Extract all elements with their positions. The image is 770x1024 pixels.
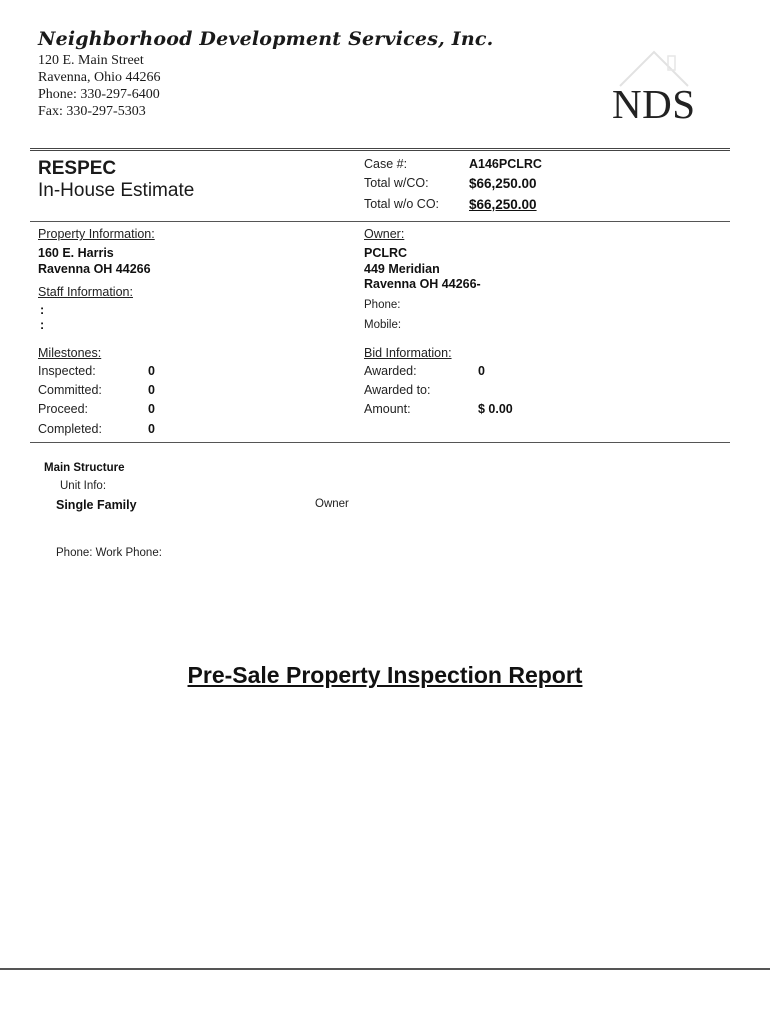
company-address-line1: 120 E. Main Street bbox=[38, 53, 144, 68]
milestone-proceed-label: Proceed: bbox=[38, 402, 89, 416]
milestone-committed-label: Committed: bbox=[38, 383, 102, 397]
milestone-proceed-value: 0 bbox=[148, 402, 155, 416]
company-phone: Phone: 330-297-6400 bbox=[38, 87, 160, 102]
title-divider bbox=[30, 221, 730, 222]
bid-awarded-value: 0 bbox=[478, 364, 485, 378]
estimate-title-line2: In-House Estimate bbox=[38, 180, 195, 201]
property-info-heading: Property Information: bbox=[38, 227, 155, 241]
company-address-line2: Ravenna, Ohio 44266 bbox=[38, 70, 161, 85]
staff-line-1: : bbox=[40, 303, 45, 317]
total-without-co-label: Total w/o CO: bbox=[364, 197, 440, 211]
structure-phone-line: Phone: Work Phone: bbox=[56, 547, 162, 559]
milestone-completed-value: 0 bbox=[148, 422, 155, 436]
info-divider bbox=[30, 442, 730, 443]
milestone-inspected-label: Inspected: bbox=[38, 364, 96, 378]
unit-info-label: Unit Info: bbox=[60, 480, 107, 492]
bid-amount-label: Amount: bbox=[364, 402, 411, 416]
header-divider bbox=[30, 148, 730, 151]
case-number-value: A146PCLRC bbox=[469, 157, 542, 171]
total-with-co-label: Total w/CO: bbox=[364, 176, 429, 190]
footer-divider bbox=[0, 968, 770, 970]
owner-phone-label: Phone: bbox=[364, 299, 401, 311]
total-with-co-value: $66,250.00 bbox=[469, 176, 537, 191]
owner-name: PCLRC bbox=[364, 246, 408, 260]
bid-awarded-label: Awarded: bbox=[364, 364, 417, 378]
case-number-label: Case #: bbox=[364, 157, 408, 171]
bid-info-heading: Bid Information: bbox=[364, 346, 452, 360]
logo-text: NDS bbox=[612, 81, 696, 127]
company-fax: Fax: 330-297-5303 bbox=[38, 104, 146, 119]
owner-street: 449 Meridian bbox=[364, 262, 440, 276]
occupancy-type: Owner bbox=[315, 498, 349, 510]
milestone-completed-label: Completed: bbox=[38, 422, 102, 436]
owner-city: Ravenna OH 44266- bbox=[364, 277, 481, 291]
milestone-inspected-value: 0 bbox=[148, 364, 155, 378]
milestone-committed-value: 0 bbox=[148, 383, 155, 397]
owner-mobile-label: Mobile: bbox=[364, 319, 402, 331]
unit-type: Single Family bbox=[56, 498, 137, 512]
company-name: Neighborhood Development Services, Inc. bbox=[38, 28, 494, 50]
nds-logo bbox=[612, 48, 722, 128]
report-title: Pre-Sale Property Inspection Report bbox=[187, 662, 583, 688]
estimate-title-line1: RESPEC bbox=[38, 158, 117, 179]
total-without-co-value: $66,250.00 bbox=[469, 197, 537, 212]
staff-line-2: : bbox=[40, 318, 45, 332]
milestones-heading: Milestones: bbox=[38, 346, 102, 360]
staff-info-heading: Staff Information: bbox=[38, 285, 133, 299]
bid-awarded-to-label: Awarded to: bbox=[364, 383, 431, 397]
main-structure-heading: Main Structure bbox=[44, 462, 125, 474]
property-street: 160 E. Harris bbox=[38, 246, 114, 260]
property-city: Ravenna OH 44266 bbox=[38, 262, 151, 276]
owner-heading: Owner: bbox=[364, 227, 405, 241]
bid-amount-value: $ 0.00 bbox=[478, 402, 513, 416]
